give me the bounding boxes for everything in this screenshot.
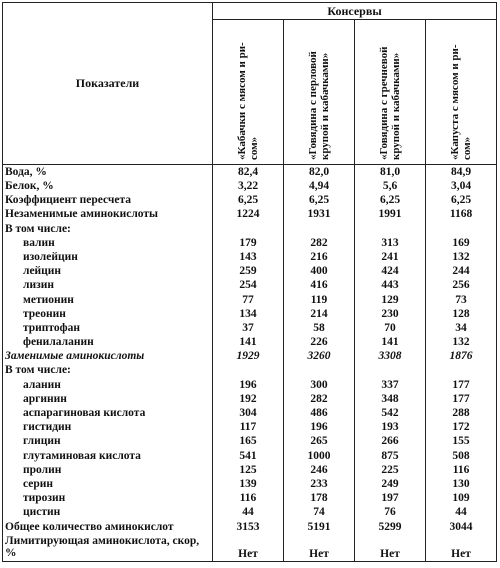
row-value: 282 bbox=[284, 236, 355, 250]
row-value: 400 bbox=[284, 264, 355, 278]
row-value: 132 bbox=[426, 250, 497, 264]
row-value: Нет bbox=[355, 534, 426, 562]
row-value: 44 bbox=[426, 506, 497, 520]
row-value: 508 bbox=[426, 449, 497, 463]
row-value: 82,4 bbox=[213, 165, 284, 180]
row-value bbox=[213, 364, 284, 378]
row-value: 141 bbox=[213, 335, 284, 349]
row-label: лизин bbox=[3, 279, 213, 293]
table-row bbox=[3, 222, 497, 236]
row-value: 542 bbox=[355, 406, 426, 420]
row-label: лейцин bbox=[3, 264, 213, 278]
row-label: аланин bbox=[3, 378, 213, 392]
row-value: 1929 bbox=[213, 349, 284, 363]
table-header bbox=[3, 3, 497, 165]
row-value: 197 bbox=[355, 491, 426, 505]
row-value: 139 bbox=[213, 477, 284, 491]
row-label: Вода, % bbox=[3, 165, 213, 180]
row-value bbox=[355, 222, 426, 236]
row-value: 214 bbox=[284, 307, 355, 321]
row-label: Белок, % bbox=[3, 179, 213, 193]
row-value: 116 bbox=[426, 463, 497, 477]
table-row bbox=[3, 236, 497, 250]
row-value: 249 bbox=[355, 477, 426, 491]
row-value: 143 bbox=[213, 250, 284, 264]
row-value: 3,22 bbox=[213, 179, 284, 193]
row-label: В том числе: bbox=[3, 364, 213, 378]
row-value: 486 bbox=[284, 406, 355, 420]
row-value: 1168 bbox=[426, 208, 497, 222]
row-label: Заменимые аминокислоты bbox=[3, 349, 213, 363]
row-label: Незаменимые аминокислоты bbox=[3, 208, 213, 222]
column-header: «Говядина с перловой крупой и кабачками» bbox=[284, 20, 355, 165]
table-row bbox=[3, 208, 497, 222]
row-value bbox=[426, 222, 497, 236]
row-value: 265 bbox=[284, 435, 355, 449]
row-value: 424 bbox=[355, 264, 426, 278]
row-value: 5299 bbox=[355, 520, 426, 534]
table-row bbox=[3, 477, 497, 491]
table-row bbox=[3, 378, 497, 392]
table-row bbox=[3, 179, 497, 193]
table-row bbox=[3, 279, 497, 293]
row-value: 58 bbox=[284, 321, 355, 335]
row-value: 266 bbox=[355, 435, 426, 449]
table-row bbox=[3, 534, 497, 562]
row-value: 82,0 bbox=[284, 165, 355, 180]
row-value: 6,25 bbox=[355, 193, 426, 207]
row-value bbox=[284, 364, 355, 378]
row-value: 246 bbox=[284, 463, 355, 477]
row-label: цистин bbox=[3, 506, 213, 520]
row-value: 116 bbox=[213, 491, 284, 505]
row-value: 134 bbox=[213, 307, 284, 321]
row-value: 216 bbox=[284, 250, 355, 264]
row-value: 3260 bbox=[284, 349, 355, 363]
row-value: 196 bbox=[284, 420, 355, 434]
row-value: 193 bbox=[355, 420, 426, 434]
table-row bbox=[3, 321, 497, 335]
row-value: 119 bbox=[284, 293, 355, 307]
row-label: изолейцин bbox=[3, 250, 213, 264]
row-label: пролин bbox=[3, 463, 213, 477]
row-label: фенилаланин bbox=[3, 335, 213, 349]
table-row bbox=[3, 420, 497, 434]
row-value: 155 bbox=[426, 435, 497, 449]
row-value bbox=[284, 222, 355, 236]
row-value: 225 bbox=[355, 463, 426, 477]
row-label: Коэффициент пересчета bbox=[3, 193, 213, 207]
row-value: 73 bbox=[426, 293, 497, 307]
row-value: 6,25 bbox=[213, 193, 284, 207]
row-label: Лимитирующая аминокислота, скор, % bbox=[3, 534, 213, 562]
row-label: триптофан bbox=[3, 321, 213, 335]
row-value: 169 bbox=[426, 236, 497, 250]
table-row bbox=[3, 392, 497, 406]
table-row bbox=[3, 435, 497, 449]
row-value: 1931 bbox=[284, 208, 355, 222]
indicators-header: Показатели bbox=[3, 3, 213, 165]
row-value: 282 bbox=[284, 392, 355, 406]
row-value: 117 bbox=[213, 420, 284, 434]
row-label: В том числе: bbox=[3, 222, 213, 236]
table-row bbox=[3, 506, 497, 520]
row-value: 196 bbox=[213, 378, 284, 392]
row-value: 74 bbox=[284, 506, 355, 520]
row-value: 6,25 bbox=[284, 193, 355, 207]
table-row bbox=[3, 406, 497, 420]
row-value: 233 bbox=[284, 477, 355, 491]
row-value: 443 bbox=[355, 279, 426, 293]
row-value: 34 bbox=[426, 321, 497, 335]
table-row bbox=[3, 165, 497, 180]
row-value: 241 bbox=[355, 250, 426, 264]
row-value: 179 bbox=[213, 236, 284, 250]
row-value: 76 bbox=[355, 506, 426, 520]
row-label: серин bbox=[3, 477, 213, 491]
table-row bbox=[3, 293, 497, 307]
row-value: 6,25 bbox=[426, 193, 497, 207]
row-value: 256 bbox=[426, 279, 497, 293]
row-value: 141 bbox=[355, 335, 426, 349]
row-value: 109 bbox=[426, 491, 497, 505]
row-value bbox=[355, 364, 426, 378]
row-value: 259 bbox=[213, 264, 284, 278]
column-header: «Капуста с мясом и ри-сом» bbox=[426, 20, 497, 165]
row-value: 130 bbox=[426, 477, 497, 491]
canned-food-header: Консервы bbox=[213, 3, 497, 20]
row-label: метионин bbox=[3, 293, 213, 307]
row-label: тирозин bbox=[3, 491, 213, 505]
row-label: глицин bbox=[3, 435, 213, 449]
row-value: 77 bbox=[213, 293, 284, 307]
row-value: 337 bbox=[355, 378, 426, 392]
row-value: 300 bbox=[284, 378, 355, 392]
row-value: 3153 bbox=[213, 520, 284, 534]
row-value: 5,6 bbox=[355, 179, 426, 193]
row-value: 165 bbox=[213, 435, 284, 449]
row-value: 3308 bbox=[355, 349, 426, 363]
row-label: аспарагиновая кислота bbox=[3, 406, 213, 420]
row-value: 84,9 bbox=[426, 165, 497, 180]
table-body bbox=[3, 165, 497, 562]
row-value: 3044 bbox=[426, 520, 497, 534]
row-value: 172 bbox=[426, 420, 497, 434]
row-value: 230 bbox=[355, 307, 426, 321]
table-row bbox=[3, 364, 497, 378]
row-value: 37 bbox=[213, 321, 284, 335]
row-value: 348 bbox=[355, 392, 426, 406]
row-value: 1224 bbox=[213, 208, 284, 222]
table-row bbox=[3, 250, 497, 264]
row-value: 304 bbox=[213, 406, 284, 420]
row-label: глутаминовая кислота bbox=[3, 449, 213, 463]
row-value: 416 bbox=[284, 279, 355, 293]
row-label: треонин bbox=[3, 307, 213, 321]
row-value: 288 bbox=[426, 406, 497, 420]
table-row bbox=[3, 520, 497, 534]
table-row bbox=[3, 463, 497, 477]
row-value: 4,94 bbox=[284, 179, 355, 193]
table-row bbox=[3, 335, 497, 349]
row-value: 128 bbox=[426, 307, 497, 321]
column-header: «Говядина с гречневой крупой и кабачками» bbox=[355, 20, 426, 165]
row-value: 125 bbox=[213, 463, 284, 477]
row-value: Нет bbox=[213, 534, 284, 562]
row-value: 1876 bbox=[426, 349, 497, 363]
amino-acid-table bbox=[2, 2, 497, 562]
row-value bbox=[213, 222, 284, 236]
table-row bbox=[3, 491, 497, 505]
row-label: валин bbox=[3, 236, 213, 250]
row-value: 177 bbox=[426, 378, 497, 392]
table-row bbox=[3, 449, 497, 463]
row-value: Нет bbox=[284, 534, 355, 562]
table-row bbox=[3, 193, 497, 207]
row-label: аргинин bbox=[3, 392, 213, 406]
row-value: 1991 bbox=[355, 208, 426, 222]
table-row bbox=[3, 264, 497, 278]
row-value: 254 bbox=[213, 279, 284, 293]
row-value: 226 bbox=[284, 335, 355, 349]
column-header: «Кабачки с мясом и ри-сом» bbox=[213, 20, 284, 165]
row-value: 81,0 bbox=[355, 165, 426, 180]
row-value: 129 bbox=[355, 293, 426, 307]
row-value: 70 bbox=[355, 321, 426, 335]
row-value: 3,04 bbox=[426, 179, 497, 193]
row-label: Общее количество аминокислот bbox=[3, 520, 213, 534]
row-value: 1000 bbox=[284, 449, 355, 463]
row-value: 244 bbox=[426, 264, 497, 278]
table-row bbox=[3, 307, 497, 321]
table-row bbox=[3, 349, 497, 363]
row-value: 5191 bbox=[284, 520, 355, 534]
row-value: 178 bbox=[284, 491, 355, 505]
row-value: Нет bbox=[426, 534, 497, 562]
row-value: 541 bbox=[213, 449, 284, 463]
row-value: 192 bbox=[213, 392, 284, 406]
row-value: 44 bbox=[213, 506, 284, 520]
row-value: 875 bbox=[355, 449, 426, 463]
row-value: 132 bbox=[426, 335, 497, 349]
row-value: 177 bbox=[426, 392, 497, 406]
row-value bbox=[426, 364, 497, 378]
row-value: 313 bbox=[355, 236, 426, 250]
row-label: гистидин bbox=[3, 420, 213, 434]
